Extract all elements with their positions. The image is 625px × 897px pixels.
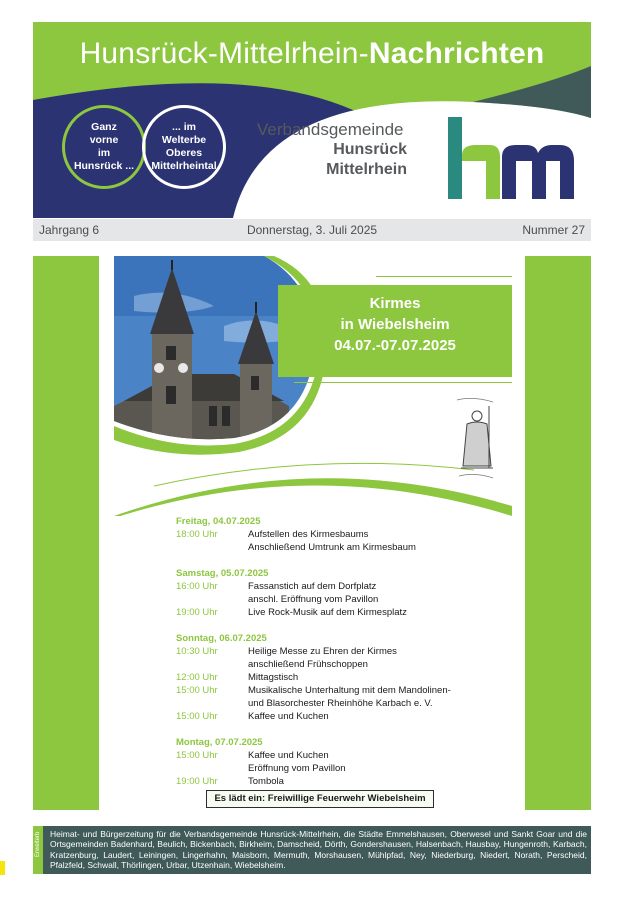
right-green-sidebar xyxy=(525,256,591,810)
schedule-time: 10:30 Uhr xyxy=(176,646,218,657)
schedule-time: 15:00 Uhr xyxy=(176,711,218,722)
footer-description: Heimat- und Bürgerzeitung für die Verbandsgemeinde Hunsrück-Mittelrhein, die Städte Emmelshausen, Oberwesel und Sankt Goar und die Ortsgemeinden Badenhard, Beulich, Bickenbach, Birkheim, Damscheid, Dörth, Gondershausen, Halsenbach, Hausbay, Hungenroth, Karbach, Kratzenburg, Laudert, Leiningen, Lingerhahn, Maisborn, Mermuth, Morshausen, Mühlpfad, Ney, Niederburg, Niedert, Norath, Perscheid, Pfalzfeld, Schwall, Thörlingen, Urbar, Utzenhain, Wiebelsheim. xyxy=(50,829,587,870)
schedule-activity: Aufstellen des Kirmesbaums Anschließend Umtrunk am Kirmesbaum xyxy=(248,529,416,553)
schedule-activity: Tombola xyxy=(248,776,284,787)
schedule-row xyxy=(176,645,496,671)
slogan-circle-right: ... im Welterbe Oberes Mittelrheintal xyxy=(142,105,226,189)
saint-illustration xyxy=(453,396,499,486)
slogan-circle-left: Ganz vorne im Hunsrück ... xyxy=(62,105,146,189)
schedule-time: 12:00 Uhr xyxy=(176,672,218,683)
event-headline-box xyxy=(278,285,512,377)
schedule-row xyxy=(176,710,496,723)
schedule-day xyxy=(176,515,496,554)
green-rule-top xyxy=(376,276,512,277)
schedule-day xyxy=(176,567,496,619)
schedule-activity: Heilige Messe zu Ehren der Kirmes anschließend Frühschoppen xyxy=(248,646,397,670)
schedule-day-title: Montag, 07.07.2025 xyxy=(176,737,263,748)
schedule-day xyxy=(176,736,496,788)
footer-vertical-label: Erweiterb xyxy=(35,831,41,857)
schedule-activity: Mittagstisch xyxy=(248,672,299,683)
schedule-day xyxy=(176,632,496,723)
invitation-box: Es lädt ein: Freiwillige Feuerwehr Wiebelsheim xyxy=(206,790,434,808)
schedule-row xyxy=(176,749,496,775)
masthead xyxy=(33,22,591,218)
kirmes-poster xyxy=(114,256,512,814)
verbandsgemeinde-label: Verbandsgemeinde Hunsrück Mittelrhein xyxy=(257,120,407,178)
schedule-time: 19:00 Uhr xyxy=(176,607,218,618)
issue-number: Nummer 27 xyxy=(522,223,585,237)
issue-date: Donnerstag, 3. Juli 2025 xyxy=(246,223,378,237)
hm-logo xyxy=(448,117,576,201)
event-schedule xyxy=(176,515,496,801)
headline-line-2: in Wiebelsheim xyxy=(340,316,450,333)
headline-line-3: 04.07.-07.07.2025 xyxy=(334,337,456,354)
green-rule-bottom xyxy=(294,382,512,383)
schedule-activity: Kaffee und Kuchen xyxy=(248,711,329,722)
schedule-row xyxy=(176,580,496,606)
schedule-row xyxy=(176,684,496,710)
footer-banner xyxy=(33,826,591,874)
volume-label: Jahrgang 6 xyxy=(39,223,100,237)
schedule-row xyxy=(176,606,496,619)
schedule-time: 16:00 Uhr xyxy=(176,581,218,592)
schedule-day-title: Sonntag, 06.07.2025 xyxy=(176,633,267,644)
schedule-activity: Fassanstich auf dem Dorfplatz anschl. Eröffnung vom Pavillon xyxy=(248,581,379,605)
schedule-time: 18:00 Uhr xyxy=(176,529,218,540)
schedule-day-title: Samstag, 05.07.2025 xyxy=(176,568,269,579)
schedule-time: 15:00 Uhr xyxy=(176,685,218,696)
schedule-row xyxy=(176,775,496,788)
schedule-day-title: Freitag, 04.07.2025 xyxy=(176,516,261,527)
yellow-edge-marker xyxy=(0,861,5,875)
schedule-activity: Live Rock-Musik auf dem Kirmesplatz xyxy=(248,607,407,618)
schedule-time: 19:00 Uhr xyxy=(176,776,218,787)
newspaper-title: Hunsrück-Mittelrhein-Nachrichten xyxy=(79,37,545,70)
issue-info-bar xyxy=(33,219,591,241)
headline-line-1: Kirmes xyxy=(369,295,421,312)
schedule-row xyxy=(176,671,496,684)
schedule-activity: Kaffee und Kuchen Eröffnung vom Pavillon xyxy=(248,750,346,774)
schedule-activity: Musikalische Unterhaltung mit dem Mandolinen- und Blasorchester Rheinhöhe Karbach e. V. xyxy=(248,685,451,709)
schedule-time: 15:00 Uhr xyxy=(176,750,218,761)
left-green-sidebar xyxy=(33,256,99,810)
schedule-row xyxy=(176,528,496,554)
